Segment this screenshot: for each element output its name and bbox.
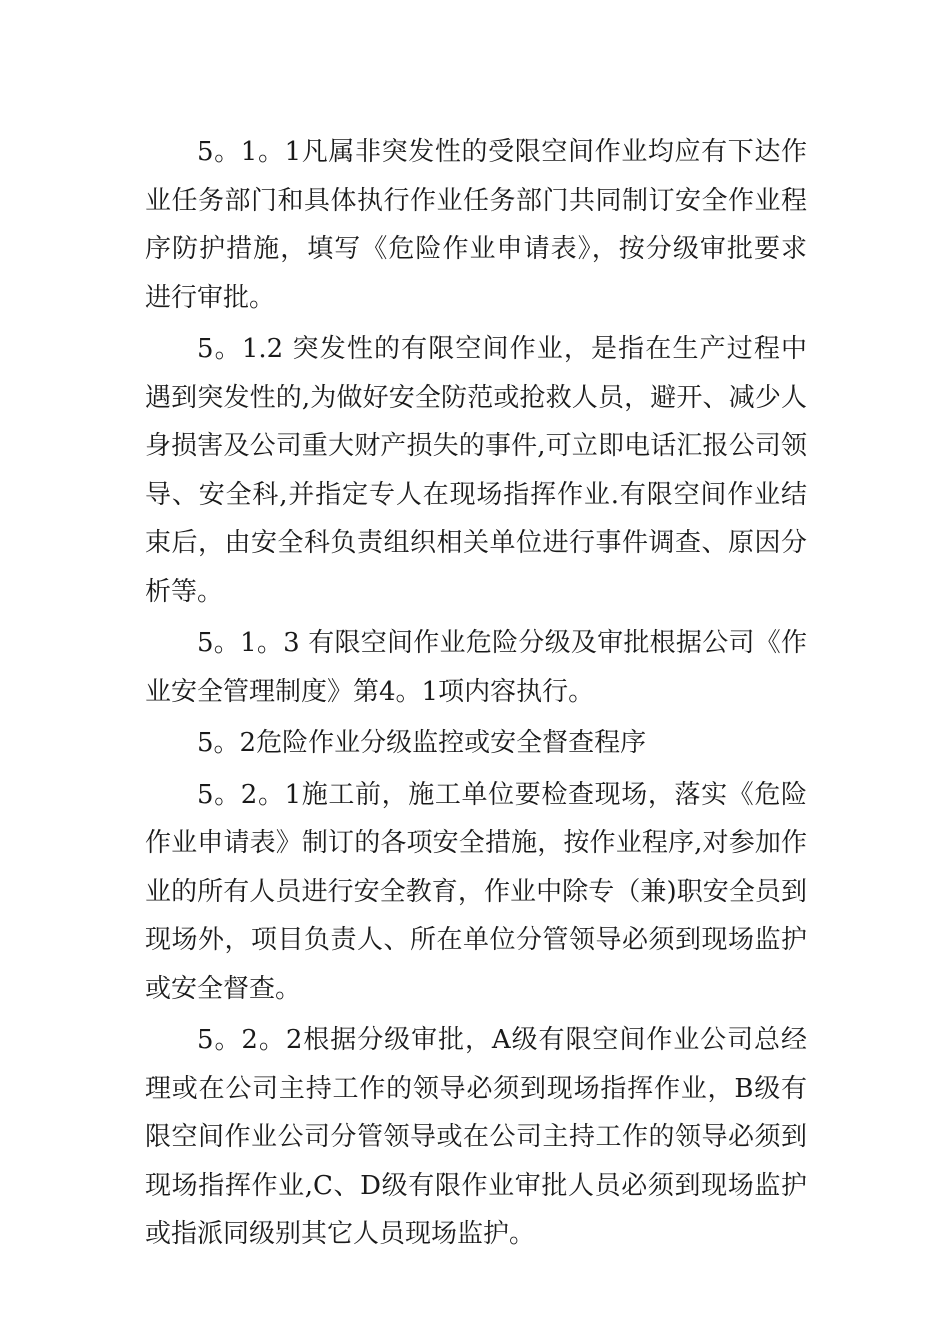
section-heading-5-2: 5。2危险作业分级监控或安全督查程序: [197, 728, 647, 758]
paragraph-5-2-2: 5。2。2根据分级审批，A级有限空间作业公司总经理或在公司主持工作的领导必须到现场指挥作业，B级有限空间作业公司分管领导或在公司主持工作的领导必须到现场指挥作业,C、D级有限作业审批人员必须到现场监护或指派同级别其它人员现场监护。: [145, 1025, 807, 1249]
paragraph-5-1-1: 5。1。1凡属非突发性的受限空间作业均应有下达作业任务部门和具体执行作业任务部门共同制订安全作业程序防护措施，填写《危险作业申请表》，按分级审批要求进行审批。: [145, 137, 807, 313]
paragraph-5-2-1: 5。2。1施工前，施工单位要检查现场，落实《危险作业申请表》制订的各项安全措施，按作业程序,对参加作业的所有人员进行安全教育，作业中除专（兼)职安全员到现场外，项目负责人、所在单位分管领导必须到现场监护或安全督查。: [145, 779, 807, 1004]
document-body: [145, 128, 807, 1262]
paragraph-5-1-2: 5。1.2 突发性的有限空间作业，是指在生产过程中遇到突发性的,为做好安全防范或抢救人员，避开、减少人身损害及公司重大财产损失的事件,可立即电话汇报公司领导、安全科,并指定专人在现场指挥作业.有限空间作业结束后，由安全科负责组织相关单位进行事件调查、原因分析等。: [145, 334, 807, 607]
paragraph-5-1-3: 5。1。3 有限空间作业危险分级及审批根据公司《作业安全管理制度》第4。1项内容执行。: [145, 628, 807, 707]
